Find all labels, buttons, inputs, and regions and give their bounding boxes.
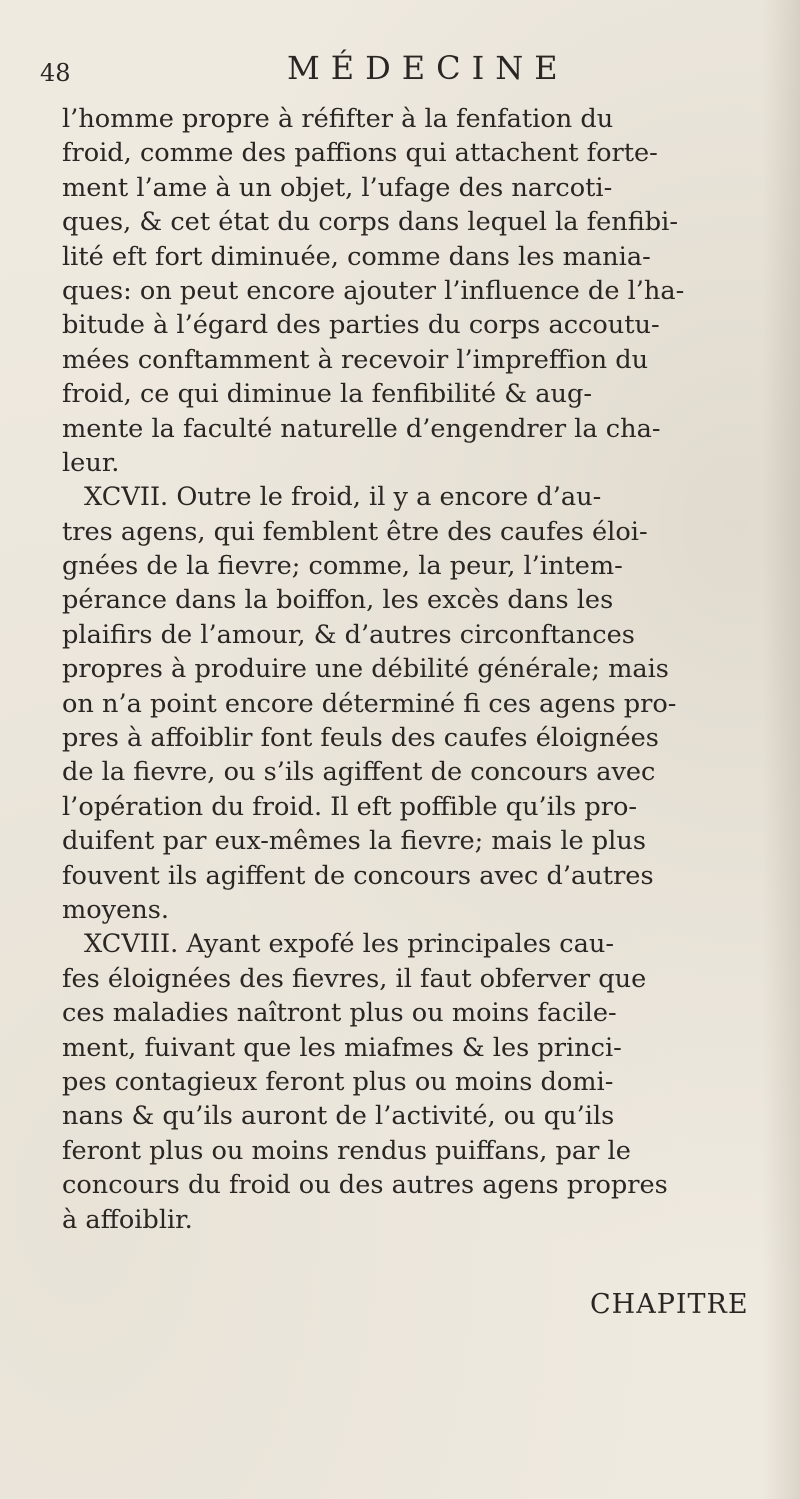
page-edge-shadow [762, 0, 800, 1499]
text-line: mente la faculté naturelle d’engendrer la cha- [62, 413, 661, 444]
text-line: feront plus ou moins rendus puiffans, par le [62, 1135, 631, 1166]
text-line: lité eft fort diminuée, comme dans les mania- [62, 241, 651, 272]
text-line: duifent par eux-mêmes la fievre; mais le plus [62, 826, 646, 857]
text-line: fes éloignées des fievres, il faut obferver que [62, 963, 647, 994]
text-line: l’homme propre à réfifter à la fenfation du [62, 104, 614, 134]
text-line: ques: on peut encore ajouter l’influence de l’ha- [62, 275, 685, 306]
text-line: tres agens, qui femblent être des caufes éloi- [62, 516, 648, 547]
text-line: ment l’ame à un objet, l’ufage des narcoti- [62, 172, 613, 203]
text-line: froid, ce qui diminue la fenfibilité & aug- [62, 379, 592, 410]
text-line: l’opération du froid. Il eft poffible qu’ils pro- [62, 791, 638, 822]
text-line: leur. [62, 447, 120, 478]
text-line: bitude à l’égard des parties du corps accoutu- [62, 310, 660, 341]
text-line: mées conftamment à recevoir l’impreffion du [62, 344, 649, 375]
text-line: propres à produire une débilité générale; mais [62, 654, 669, 685]
text-line: pres à affoiblir font feuls des caufes éloignées [62, 723, 659, 754]
text-line: concours du froid ou des autres agens propres [62, 1170, 668, 1201]
text-line: gnées de la fievre; comme, la peur, l’intem- [62, 551, 623, 582]
text-line: ques, & cet état du corps dans lequel la fenfibi- [62, 207, 679, 238]
catchword: CHAPITRE [590, 1289, 749, 1320]
text-line: moyens. [62, 894, 170, 925]
page-header [40, 44, 780, 94]
body-text [62, 102, 760, 1237]
text-line: à affoiblir. [62, 1204, 193, 1235]
running-head: MÉDECINE [287, 49, 569, 87]
text-line: ment, fuivant que les miafmes & les princi- [62, 1032, 622, 1063]
text-line: nans & qu’ils auront de l’activité, ou qu’ils [62, 1101, 615, 1132]
text-line: ces maladies naîtront plus ou moins facile- [62, 998, 617, 1029]
text-line: froid, comme des paffions qui attachent forte- [62, 138, 658, 169]
text-line: fouvent ils agiffent de concours avec d’autres [62, 860, 654, 891]
section-heading-line: XCVII. Outre le froid, il y a encore d’au- [84, 482, 602, 513]
text-line: pérance dans la boiffon, les excès dans les [62, 585, 614, 616]
text-line: pes contagieux feront plus ou moins domi- [62, 1066, 614, 1097]
text-line: plaifirs de l’amour, & d’autres circonftances [62, 619, 635, 650]
section-heading-line: XCVIII. Ayant expofé les principales cau- [84, 929, 615, 960]
page-number: 48 [40, 59, 71, 87]
text-line: on n’a point encore déterminé fi ces agens pro- [62, 688, 677, 719]
text-line: de la fievre, ou s’ils agiffent de concours avec [62, 757, 656, 788]
